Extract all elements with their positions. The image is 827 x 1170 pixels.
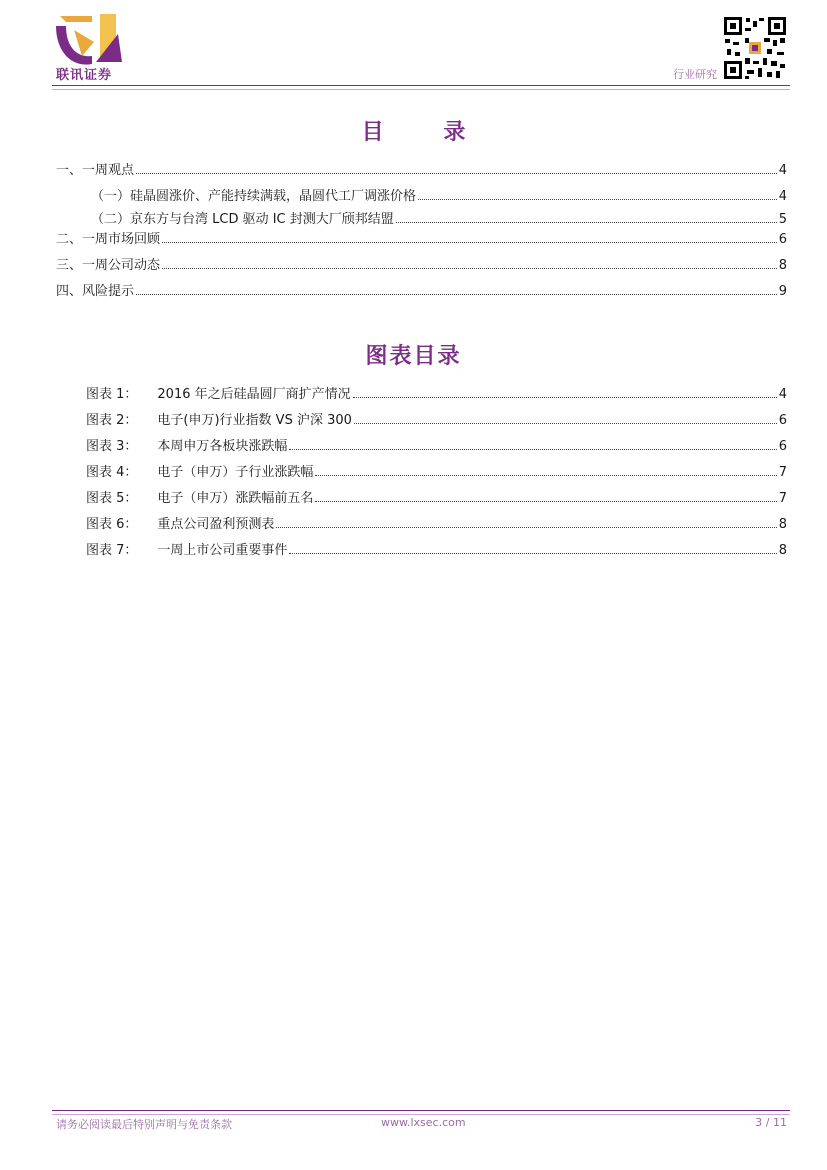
toc-item[interactable] [56,283,787,301]
toc-item-page: 6 [778,232,787,247]
figure-page: 7 [778,465,787,480]
toc-item-page: 5 [778,212,787,227]
figure-item[interactable] [86,490,787,508]
figure-label: 本周申万各板块涨跌幅 [157,439,288,454]
toc-item-label: 三、一周公司动态 [56,258,161,273]
figure-label: 一周上市公司重要事件 [157,543,288,558]
figure-page: 4 [778,387,787,402]
figure-page: 7 [778,491,787,506]
figure-label: 电子（申万）子行业涨跌幅 [157,465,314,480]
figure-number: 图表 6： [86,517,138,532]
figure-item[interactable] [86,542,787,560]
toc-item[interactable] [91,188,787,206]
figure-page: 6 [778,439,787,454]
figure-item[interactable] [86,516,787,534]
figure-item[interactable] [86,386,787,404]
figure-label: 2016 年之后硅晶圆厂商扩产情况 [157,387,351,402]
figure-number: 图表 3： [86,439,138,454]
toc-item-label: 二、一周市场回顾 [56,232,161,247]
toc-title: 目 录 [361,120,492,145]
toc-item-page: 4 [778,163,787,178]
page-number: 3 / 11 [755,1116,787,1129]
figure-page: 6 [778,413,787,428]
figure-item[interactable] [86,464,787,482]
figure-number: 图表 5： [86,491,138,506]
toc-item-page: 4 [778,189,787,204]
figure-number: 图表 4： [86,465,138,480]
figure-item[interactable] [86,438,787,456]
toc-item[interactable] [56,231,787,249]
figure-label: 重点公司盈利预测表 [157,517,275,532]
footer-divider-thin [52,1114,790,1115]
figure-page: 8 [778,517,787,532]
toc-item[interactable] [91,211,787,229]
company-name: 联讯证券 [56,68,113,83]
figure-number: 图表 1： [86,387,138,402]
toc-item-page: 8 [778,258,787,273]
toc-item-label: 四、风险提示 [56,284,135,299]
figure-page: 8 [778,543,787,558]
footer-disclaimer: 请务必阅读最后特别声明与免责条款 [56,1118,232,1131]
figure-number: 图表 7： [86,543,138,558]
figure-number: 图表 2： [86,413,138,428]
toc-item[interactable] [56,162,787,180]
header-divider [52,85,790,86]
qr-code-icon[interactable] [723,16,787,80]
report-type: 行业研究 [673,68,717,81]
figure-label: 电子（申万）涨跌幅前五名 [157,491,314,506]
footer-website-link[interactable]: www.lxsec.com [381,1116,466,1129]
toc-item-label: （二）京东方与台湾 LCD 驱动 IC 封测大厂颀邦结盟 [91,212,394,227]
header-divider-thin [52,89,790,90]
toc-item-page: 9 [778,284,787,299]
figure-item[interactable] [86,412,787,430]
figure-label: 电子(申万)行业指数 VS 沪深 300 [157,413,352,428]
toc-item[interactable] [56,257,787,275]
footer-divider [52,1110,790,1111]
toc-item-label: 一、一周观点 [56,163,135,178]
figures-title: 图表目录 [365,344,462,369]
toc-item-label: （一）硅晶圆涨价、产能持续满载，晶圆代工厂调涨价格 [91,189,417,204]
